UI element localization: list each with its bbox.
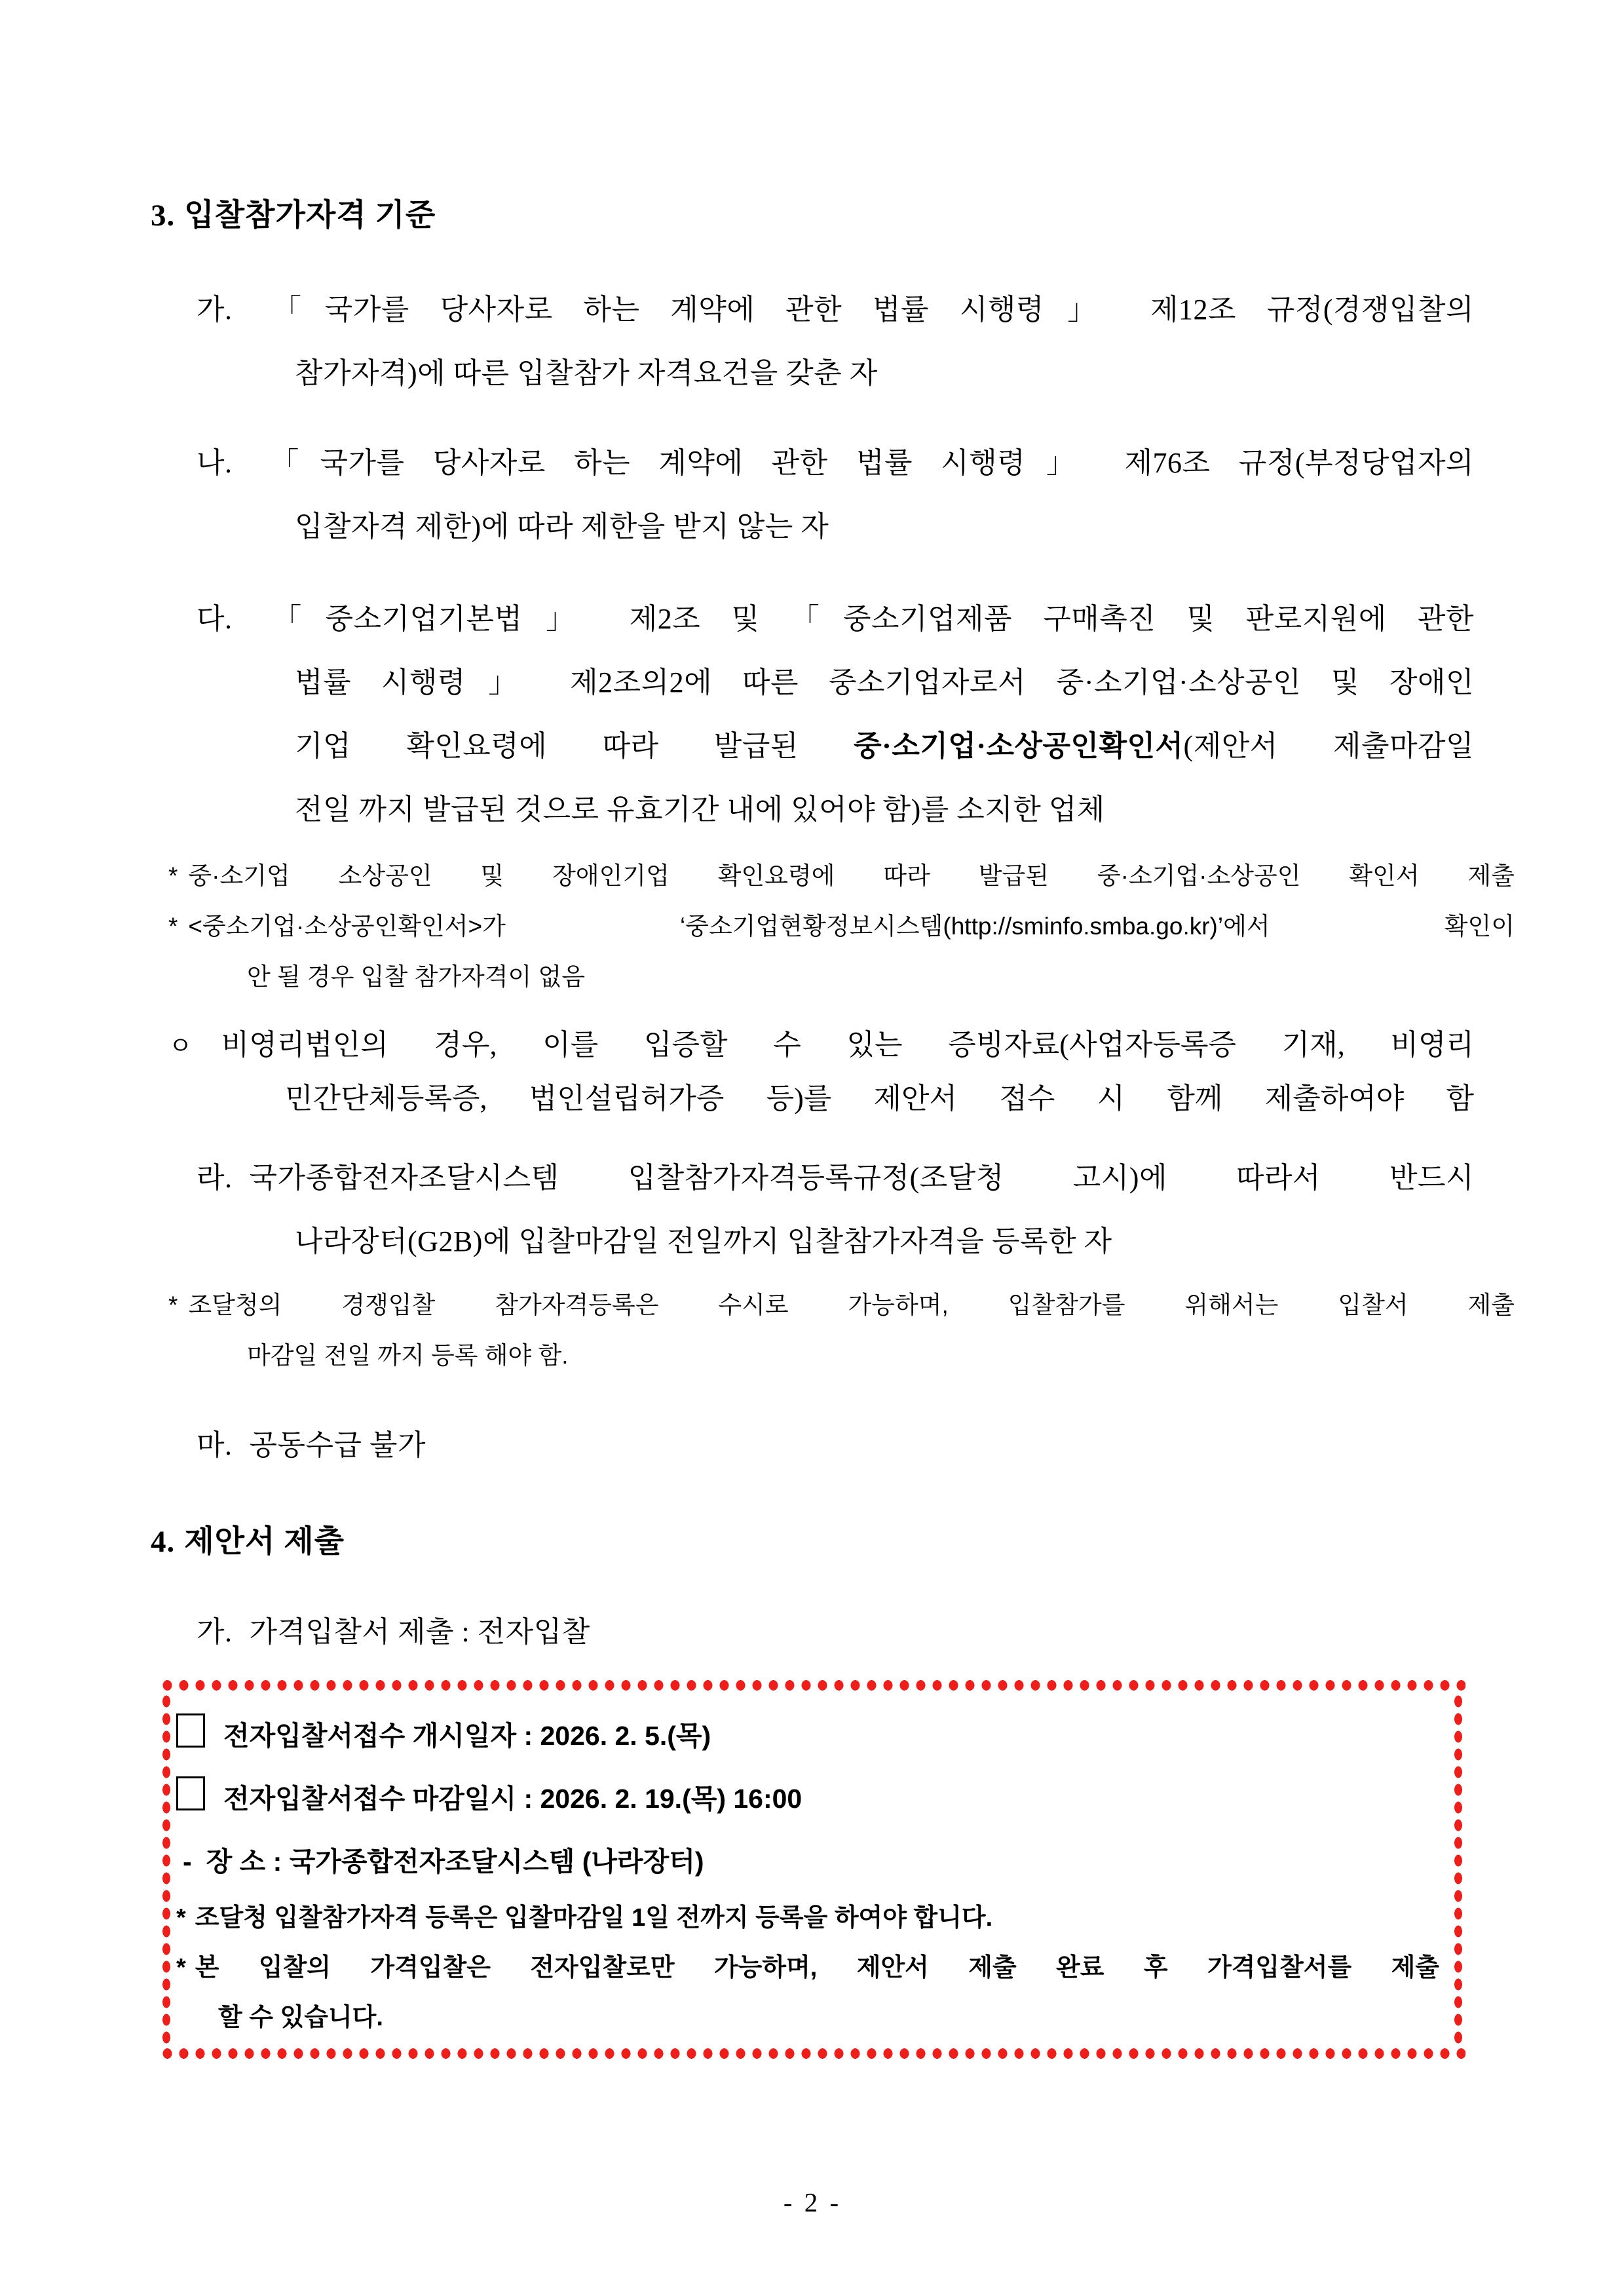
item-da bbox=[197, 587, 1474, 841]
section-3-number: 3. bbox=[151, 199, 176, 233]
box-note-2 bbox=[176, 1943, 1439, 2042]
checkbox-icon bbox=[176, 1776, 205, 1810]
item-ga-section4 bbox=[197, 1600, 1474, 1664]
bid-place-label: 장 소 : 국가종합전자조달시스템 (나라장터) bbox=[206, 1846, 704, 1877]
item-ga-marker: 가. bbox=[197, 294, 233, 326]
bid-open-date-row bbox=[176, 1704, 1439, 1767]
item-circle-nonprofit bbox=[168, 1019, 1474, 1125]
bid-open-date-label: 전자입찰서접수 개시일자 : 2026. 2. 5.(목) bbox=[223, 1721, 711, 1751]
page-number: - 2 - bbox=[783, 2187, 842, 2217]
item-na-marker: 나. bbox=[197, 447, 233, 479]
asterisk-marker: * bbox=[176, 1904, 186, 1932]
item-na-line-1: 나. 「국가를 당사자로 하는 계약에 관한 법률 시행령」 제76조 규정(부정당업자의 bbox=[197, 447, 1474, 479]
bid-close-date-row bbox=[176, 1767, 1439, 1830]
item-ma-marker: 마. bbox=[197, 1429, 233, 1461]
item-ga-line-1: 가. 「국가를 당사자로 하는 계약에 관한 법률 시행령」 제12조 규정(경쟁입찰의 bbox=[197, 294, 1474, 326]
asterisk-marker: * bbox=[168, 1292, 178, 1318]
item-da-note-1 bbox=[168, 851, 1515, 901]
asterisk-marker: * bbox=[176, 1954, 186, 1981]
item-ra-marker: 라. bbox=[197, 1162, 233, 1194]
bid-place-row bbox=[176, 1830, 1439, 1893]
note-line: 할 수 있습니다. bbox=[218, 2004, 383, 2031]
section-3-title: 입찰참가자격 기준 bbox=[184, 199, 436, 233]
item-ra-line-1: 라. 국가종합전자조달시스템 입찰참가자격등록규정(조달청 고시)에 따라서 반드시 bbox=[197, 1162, 1474, 1194]
item-ra-line-2: 나라장터(G2B)에 입찰마감일 전일까지 입찰참가자격을 등록한 자 bbox=[295, 1225, 1112, 1257]
asterisk-marker: * bbox=[168, 862, 178, 889]
item-ga4-line-1: 가. 가격입찰서 제출 : 전자입찰 bbox=[197, 1616, 590, 1648]
item-ma bbox=[197, 1413, 1474, 1477]
item-ra-note bbox=[168, 1280, 1515, 1381]
section-4-heading bbox=[151, 1523, 1474, 1561]
bid-close-date-label: 전자입찰서접수 마감일시 : 2026. 2. 19.(목) 16:00 bbox=[223, 1784, 803, 1814]
item-da-line-2: 법률 시행령」 제2조의2에 따른 중소기업자로서 중·소기업·소상공인 및 장애인 bbox=[295, 666, 1474, 698]
dotted-border-bottom bbox=[159, 2046, 1465, 2061]
checkbox-icon bbox=[176, 1713, 205, 1748]
section-3-heading bbox=[151, 197, 1474, 235]
item-da-note-2 bbox=[168, 901, 1515, 1002]
item-da-line-3: 기업 확인요령에 따라 발급된 중·소기업·소상공인확인서(제안서 제출마감일 bbox=[295, 730, 1475, 762]
section-4-title: 제안서 제출 bbox=[184, 1525, 345, 1559]
item-na-line-2: 입찰자격 제한)에 따라 제한을 받지 않는 자 bbox=[295, 510, 829, 543]
note-line: * 조달청의 경쟁입찰 참가자격등록은 수시로 가능하며, 입찰참가를 위해서는 입찰서 제출 bbox=[168, 1292, 1515, 1318]
dash-marker: - bbox=[183, 1846, 192, 1877]
note-line: * 본 입찰의 가격입찰은 전자입찰로만 가능하며, 제안서 제출 완료 후 가격입찰서를 제출 bbox=[176, 1954, 1439, 1981]
item-da-marker: 다. bbox=[197, 603, 233, 635]
note-line: 마감일 전일 까지 등록 해야 함. bbox=[247, 1342, 569, 1369]
note-line: * 중·소기업 소상공인 및 장애인기업 확인요령에 따라 발급된 중·소기업·소상공인 확인서 제출 bbox=[168, 862, 1515, 889]
notice-box bbox=[159, 1678, 1465, 2061]
dotted-border-right bbox=[1451, 1693, 1465, 2046]
note-line: * <중소기업·소상공인확인서>가 ‘중소기업현황정보시스템(http://sminfo.smba.go.kr)’에서 확인이 bbox=[168, 913, 1515, 940]
item-ga bbox=[197, 278, 1474, 405]
item-na bbox=[197, 431, 1474, 558]
box-note-1 bbox=[176, 1893, 1439, 1943]
dotted-border-top bbox=[159, 1678, 1465, 1693]
item-da-line-4: 전일 까지 발급된 것으로 유효기간 내에 있어야 함)를 소지한 업체 bbox=[295, 794, 1105, 826]
item-da-line-1: 다. 「중소기업기본법」 제2조 및 「중소기업제품 구매촉진 및 판로지원에 관한 bbox=[197, 603, 1474, 635]
circle-bullet-icon: ㅇ bbox=[168, 1033, 193, 1060]
item-ra bbox=[197, 1146, 1474, 1273]
item-ga4-marker: 가. bbox=[197, 1616, 233, 1648]
asterisk-marker: * bbox=[168, 913, 178, 940]
note-line: 안 될 경우 입찰 참가자격이 없음 bbox=[247, 963, 586, 990]
item-circle-line-2: 민간단체등록증, 법인설립허가증 등)를 제안서 접수 시 함께 제출하여야 함 bbox=[285, 1082, 1474, 1115]
item-circle-line-1: ㅇ 비영리법인의 경우, 이를 입증할 수 있는 증빙자료(사업자등록증 기재, 비영리 bbox=[168, 1029, 1474, 1061]
item-ma-line-1: 마. 공동수급 불가 bbox=[197, 1429, 426, 1461]
section-4-number: 4. bbox=[151, 1525, 176, 1559]
dotted-border-left bbox=[159, 1693, 174, 2046]
note-line: * 조달청 입찰참가자격 등록은 입찰마감일 1일 전까지 등록을 하여야 합니다. bbox=[176, 1904, 993, 1932]
item-ga-line-2: 참가자격)에 따른 입찰참가 자격요건을 갖춘 자 bbox=[295, 357, 878, 389]
emphasized-certificate-name: 중·소기업·소상공인확인서 bbox=[854, 730, 1184, 762]
